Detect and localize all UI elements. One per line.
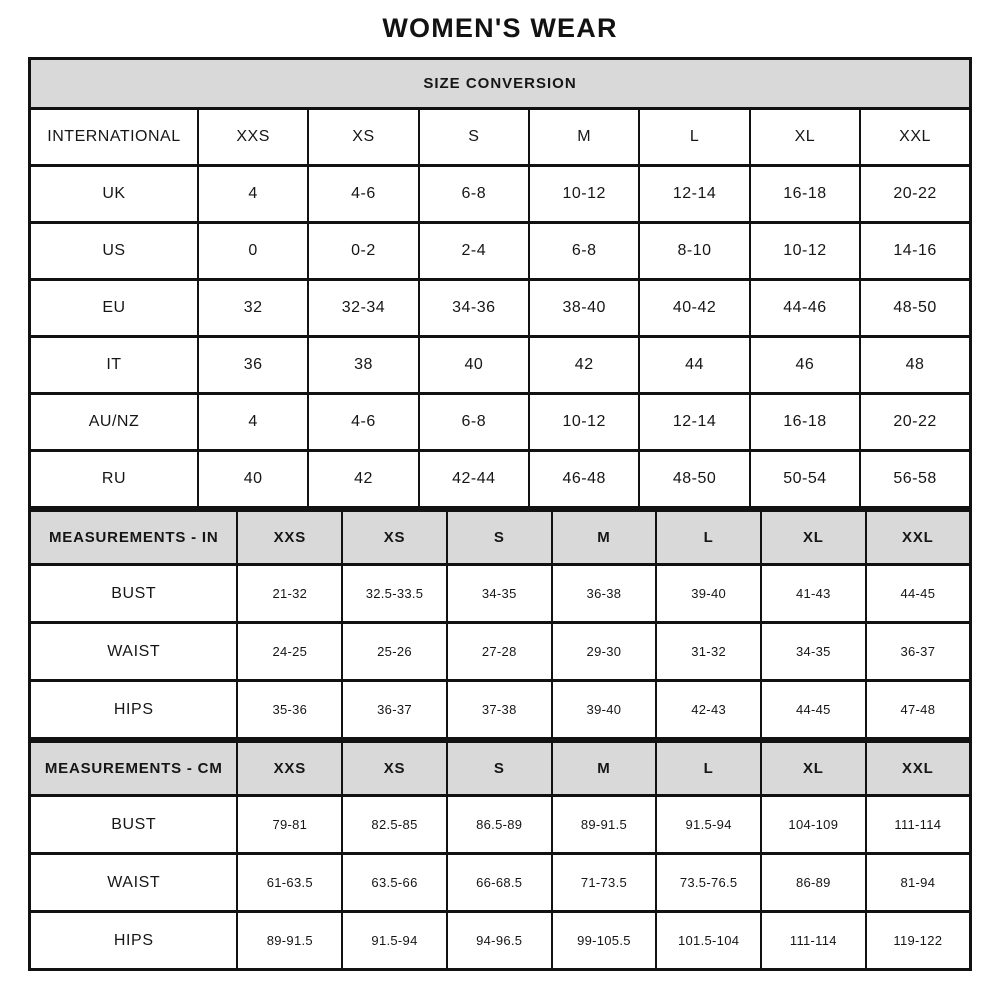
column-header: XXL xyxy=(866,742,971,796)
row-label: RU xyxy=(30,451,198,508)
table-cell: 39-40 xyxy=(656,565,761,623)
column-header: XXS xyxy=(237,511,342,565)
table-cell: 104-109 xyxy=(761,796,866,854)
table-cell: 4-6 xyxy=(308,394,418,451)
table-banner-row xyxy=(30,59,971,109)
table-cell: 81-94 xyxy=(866,854,971,912)
column-header: M xyxy=(552,511,657,565)
column-header: S xyxy=(419,109,529,166)
table-cell: 2-4 xyxy=(419,223,529,280)
page-title: WOMEN'S WEAR xyxy=(382,13,618,43)
table-cell: 27-28 xyxy=(447,623,552,681)
table-cell: 40 xyxy=(419,337,529,394)
table-cell: 34-36 xyxy=(419,280,529,337)
column-header: XL xyxy=(761,511,866,565)
row-label: WAIST xyxy=(30,623,238,681)
table-cell: 82.5-85 xyxy=(342,796,447,854)
column-header: XS xyxy=(342,742,447,796)
table-cell: 42 xyxy=(529,337,639,394)
table-cell: 99-105.5 xyxy=(552,912,657,970)
table-cell: 20-22 xyxy=(860,394,970,451)
table-cell: 31-32 xyxy=(656,623,761,681)
table-cell: 39-40 xyxy=(552,681,657,739)
table-row xyxy=(30,166,971,223)
column-header: S xyxy=(447,742,552,796)
table-cell: 46-48 xyxy=(529,451,639,508)
table-row xyxy=(30,796,971,854)
table-cell: 8-10 xyxy=(639,223,749,280)
header-row-label: MEASUREMENTS - CM xyxy=(30,742,238,796)
table-cell: 4 xyxy=(198,394,308,451)
table-cell: 40-42 xyxy=(639,280,749,337)
table-cell: 10-12 xyxy=(529,166,639,223)
table-cell: 79-81 xyxy=(237,796,342,854)
table-cell: 32-34 xyxy=(308,280,418,337)
table-cell: 14-16 xyxy=(860,223,970,280)
table-cell: 29-30 xyxy=(552,623,657,681)
table-cell: 25-26 xyxy=(342,623,447,681)
header-row xyxy=(30,109,971,166)
column-header: L xyxy=(656,511,761,565)
measurements-in-table xyxy=(28,509,972,740)
table-cell: 0 xyxy=(198,223,308,280)
column-header: XXS xyxy=(237,742,342,796)
table-cell: 34-35 xyxy=(761,623,866,681)
table-cell: 46 xyxy=(750,337,860,394)
row-label: IT xyxy=(30,337,198,394)
table-cell: 42-43 xyxy=(656,681,761,739)
table-cell: 37-38 xyxy=(447,681,552,739)
table-cell: 63.5-66 xyxy=(342,854,447,912)
table-cell: 36 xyxy=(198,337,308,394)
table-cell: 44-45 xyxy=(761,681,866,739)
column-header: XS xyxy=(342,511,447,565)
table-cell: 47-48 xyxy=(866,681,971,739)
table-cell: 44-45 xyxy=(866,565,971,623)
table-cell: 50-54 xyxy=(750,451,860,508)
table-cell: 89-91.5 xyxy=(552,796,657,854)
table-row xyxy=(30,280,971,337)
table-row xyxy=(30,912,971,970)
column-header: XXL xyxy=(866,511,971,565)
table-cell: 86.5-89 xyxy=(447,796,552,854)
row-label: HIPS xyxy=(30,681,238,739)
column-header: L xyxy=(656,742,761,796)
row-label: US xyxy=(30,223,198,280)
table-cell: 6-8 xyxy=(529,223,639,280)
table-row xyxy=(30,223,971,280)
table-row xyxy=(30,565,971,623)
table-row xyxy=(30,451,971,508)
table-cell: 10-12 xyxy=(750,223,860,280)
table-cell: 0-2 xyxy=(308,223,418,280)
table-cell: 32 xyxy=(198,280,308,337)
table-cell: 44 xyxy=(639,337,749,394)
table-cell: 20-22 xyxy=(860,166,970,223)
table-cell: 44-46 xyxy=(750,280,860,337)
table-row xyxy=(30,681,971,739)
table-cell: 73.5-76.5 xyxy=(656,854,761,912)
table-cell: 4 xyxy=(198,166,308,223)
table-cell: 94-96.5 xyxy=(447,912,552,970)
table-cell: 91.5-94 xyxy=(342,912,447,970)
table-cell: 101.5-104 xyxy=(656,912,761,970)
column-header: XXS xyxy=(198,109,308,166)
row-label: AU/NZ xyxy=(30,394,198,451)
table-cell: 71-73.5 xyxy=(552,854,657,912)
table-cell: 36-38 xyxy=(552,565,657,623)
column-header: XXL xyxy=(860,109,970,166)
size-conversion-table xyxy=(28,57,972,509)
table-cell: 119-122 xyxy=(866,912,971,970)
column-header: S xyxy=(447,511,552,565)
header-row xyxy=(30,742,971,796)
table-cell: 48-50 xyxy=(639,451,749,508)
column-header: XL xyxy=(761,742,866,796)
table-cell: 41-43 xyxy=(761,565,866,623)
column-header: M xyxy=(529,109,639,166)
table-cell: 34-35 xyxy=(447,565,552,623)
column-header: XL xyxy=(750,109,860,166)
table-cell: 36-37 xyxy=(342,681,447,739)
table-cell: 42 xyxy=(308,451,418,508)
table-cell: 6-8 xyxy=(419,394,529,451)
table-cell: 38 xyxy=(308,337,418,394)
table-cell: 91.5-94 xyxy=(656,796,761,854)
header-row-label: INTERNATIONAL xyxy=(30,109,198,166)
row-label: EU xyxy=(30,280,198,337)
table-cell: 66-68.5 xyxy=(447,854,552,912)
table-cell: 38-40 xyxy=(529,280,639,337)
row-label: BUST xyxy=(30,796,238,854)
row-label: HIPS xyxy=(30,912,238,970)
table-cell: 16-18 xyxy=(750,394,860,451)
table-cell: 111-114 xyxy=(866,796,971,854)
table-row xyxy=(30,394,971,451)
table-cell: 32.5-33.5 xyxy=(342,565,447,623)
table-cell: 4-6 xyxy=(308,166,418,223)
header-row-label: MEASUREMENTS - IN xyxy=(30,511,238,565)
table-cell: 42-44 xyxy=(419,451,529,508)
table-cell: 12-14 xyxy=(639,394,749,451)
table-cell: 36-37 xyxy=(866,623,971,681)
table-cell: 16-18 xyxy=(750,166,860,223)
table-row xyxy=(30,623,971,681)
row-label: WAIST xyxy=(30,854,238,912)
table-cell: 10-12 xyxy=(529,394,639,451)
table-cell: 48 xyxy=(860,337,970,394)
table-cell: 86-89 xyxy=(761,854,866,912)
table-banner: SIZE CONVERSION xyxy=(30,59,971,109)
table-cell: 12-14 xyxy=(639,166,749,223)
table-cell: 35-36 xyxy=(237,681,342,739)
table-cell: 56-58 xyxy=(860,451,970,508)
row-label: BUST xyxy=(30,565,238,623)
column-header: M xyxy=(552,742,657,796)
table-cell: 61-63.5 xyxy=(237,854,342,912)
table-row xyxy=(30,854,971,912)
table-cell: 40 xyxy=(198,451,308,508)
table-cell: 89-91.5 xyxy=(237,912,342,970)
row-label: UK xyxy=(30,166,198,223)
table-cell: 21-32 xyxy=(237,565,342,623)
table-cell: 6-8 xyxy=(419,166,529,223)
column-header: L xyxy=(639,109,749,166)
table-cell: 111-114 xyxy=(761,912,866,970)
column-header: XS xyxy=(308,109,418,166)
header-row xyxy=(30,511,971,565)
measurements-cm-table xyxy=(28,740,972,971)
table-cell: 48-50 xyxy=(860,280,970,337)
table-cell: 24-25 xyxy=(237,623,342,681)
table-row xyxy=(30,337,971,394)
